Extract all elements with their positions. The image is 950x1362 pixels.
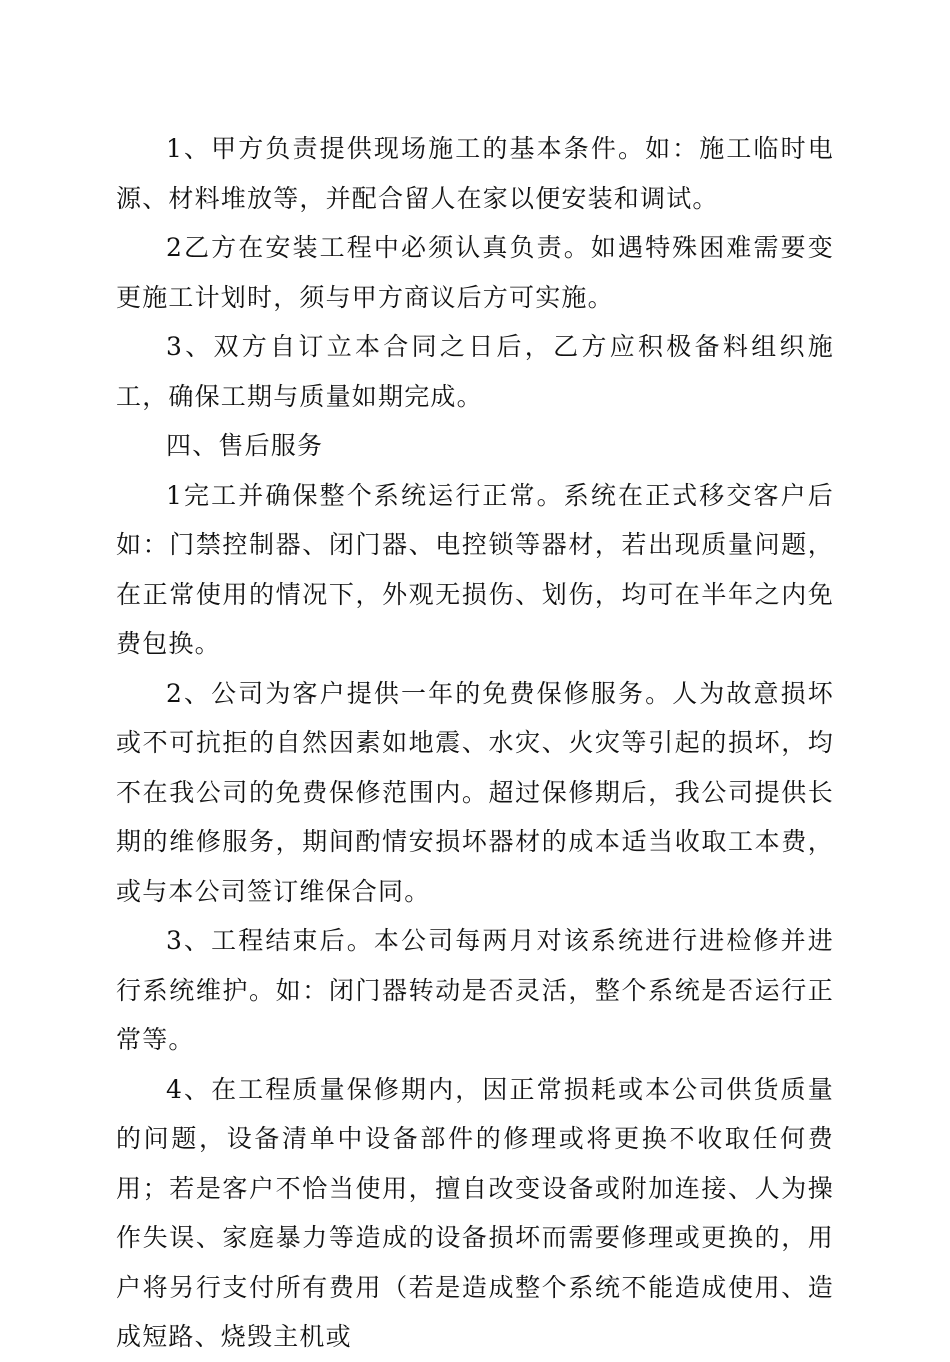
paragraph-clause-3: 3、双方自订立本合同之日后，乙方应积极备料组织施工，确保工期与质量如期完成。 (116, 332, 834, 411)
paragraph-service-1: 1完工并确保整个系统运行正常。系统在正式移交客户后如：门禁控制器、闭门器、电控锁等器材，若出现质量问题，在正常使用的情况下，外观无损伤、划伤，均可在半年之内免费包换。 (116, 480, 834, 658)
document-body (116, 124, 834, 1362)
paragraph-clause-1: 1、甲方负责提供现场施工的基本条件。如：施工临时电源、材料堆放等，并配合留人在家以便安装和调试。 (116, 134, 834, 213)
paragraph-service-4: 4、在工程质量保修期内，因正常损耗或本公司供货质量的问题，设备清单中设备部件的修理或将更换不收取任何费用；若是客户不恰当使用，擅自改变设备或附加连接、人为操作失误、家庭暴力等造成的设备损坏而需要修理或更换的，用户将另行支付所有费用（若是造成整个系统不能造成使用、造成短路、烧毁主机或 (116, 1074, 834, 1351)
paragraph-service-2: 2、公司为客户提供一年的免费保修服务。人为故意损坏或不可抗拒的自然因素如地震、水灾、火灾等引起的损坏，均不在我公司的免费保修范围内。超过保修期后，我公司提供长期的维修服务，期间酌情安损坏器材的成本适当收取工本费，或与本公司签订维保合同。 (116, 678, 834, 906)
paragraph-service-3: 3、工程结束后。本公司每两月对该系统进行进检修并进行系统维护。如：闭门器转动是否灵活，整个系统是否运行正常等。 (116, 926, 834, 1054)
section-heading-after-sales: 四、售后服务 (166, 431, 324, 460)
paragraph-clause-2: 2乙方在安装工程中必须认真负责。如遇特殊困难需要变更施工计划时，须与甲方商议后方可实施。 (116, 233, 834, 312)
